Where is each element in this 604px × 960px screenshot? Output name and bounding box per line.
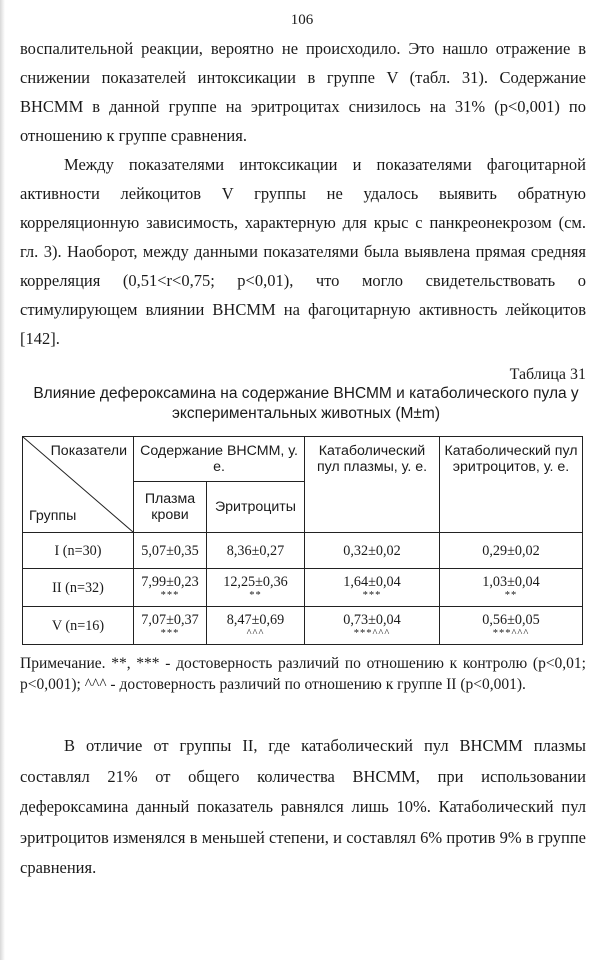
significance-mark: **: [249, 590, 262, 601]
value-cell: [305, 533, 440, 569]
value: 0,56±0,05: [482, 612, 540, 628]
value: 0,29±0,02: [482, 542, 540, 559]
paragraph-3: В отличие от группы II, где катаболический пул ВНСММ плазмы составлял 21% от общего количества ВНСММ, при использовании дефероксамина данный показатель равнялся лишь 10%. Катаболический пул эритроцитов изменялся в меньшей степени, и составлял 6% против 9% в группе сравнения.: [20, 736, 586, 877]
value-cell: [207, 569, 305, 607]
group-cell: V (n=16): [23, 607, 134, 645]
value: 7,99±0,23: [141, 574, 199, 590]
value: 0,32±0,02: [343, 542, 401, 559]
value-cell: [134, 569, 207, 607]
table-title: [14, 384, 598, 424]
header-indicators: Показатели: [50, 443, 127, 459]
significance-mark: ***: [160, 628, 180, 639]
value-cell: [440, 607, 583, 645]
value: 8,47±0,69: [226, 612, 285, 628]
significance-mark: ***^^^: [353, 628, 391, 639]
significance-mark: ^^^: [246, 628, 265, 639]
header-groups: Группы: [29, 508, 77, 524]
value: 0,73±0,04: [343, 612, 401, 628]
header-cat-erythro: Катаболический пул эритроцитов, у. е.: [440, 437, 583, 533]
value-cell: [440, 569, 583, 607]
table-label: Таблица 31: [509, 366, 586, 383]
table-title-line-1: Влияние дефероксамина на содержание ВНСММ и катаболического пула у: [33, 385, 579, 402]
data-table: [22, 436, 583, 645]
significance-mark: ***: [362, 590, 382, 601]
value: 1,64±0,04: [343, 574, 401, 590]
value-cell: [305, 569, 440, 607]
group-cell: II (n=32): [23, 569, 134, 607]
value: 12,25±0,36: [223, 574, 288, 590]
paragraph-2: Между показателями интоксикации и показателями фагоцитарной активности лейкоцитов V группы не удалось выявить обратную корреляционную зависимость, характерную для крыс с панкреонекрозом (см. гл. 3). Наоборот, между данными показателями была выявлена прямая средняя корреляция (0,51<r<0,75; р<0,01), что могло свидетельствовать о стимулирующем влиянии ВНСММ на фагоцитарную активность лейкоцитов [142].: [20, 155, 586, 348]
header-plasma: Плазма крови: [134, 482, 207, 533]
value-cell: [207, 607, 305, 645]
value: 5,07±0,35: [141, 542, 199, 559]
header-cat-plasma: Катаболический пул плазмы, у. е.: [305, 437, 440, 533]
value: 8,36±0,27: [226, 542, 285, 559]
paragraph-1: воспалительной реакции, вероятно не происходило. Это нашло отражение в снижении показателей интоксикации в группе V (табл. 31). Содержание ВНСММ в данной группе на эритроцитах снизилось на 31% (р<0,001) по отношению к группе сравнения.: [20, 39, 586, 145]
page-number: 106: [290, 12, 314, 28]
table-title-line-2: экспериментальных животных (M±m): [171, 405, 441, 422]
significance-mark: ***^^^: [492, 628, 530, 639]
table-row: [23, 533, 583, 569]
value-cell: [134, 533, 207, 569]
table-row: [23, 569, 583, 607]
significance-mark: ***: [160, 590, 180, 601]
group-cell: I (n=30): [23, 533, 134, 569]
header-corner-cell: [23, 437, 134, 533]
header-vnsmm: Содержание ВНСММ, у. е.: [134, 437, 305, 482]
value: 1,03±0,04: [482, 574, 540, 590]
value-cell: [207, 533, 305, 569]
scan-edge: [0, 0, 5, 960]
table-note: Примечание. **, *** - достоверность различий по отношению к контролю (р<0,01; р<0,001); ^^^ - достоверность различий по отношению к группе II (р<0,001).: [20, 655, 586, 693]
significance-mark: **: [504, 590, 518, 601]
value-cell: [440, 533, 583, 569]
table-row: [23, 607, 583, 645]
header-erythrocytes: Эритроциты: [207, 482, 305, 533]
value-cell: [305, 607, 440, 645]
value-cell: [134, 607, 207, 645]
value: 7,07±0,37: [141, 612, 199, 628]
